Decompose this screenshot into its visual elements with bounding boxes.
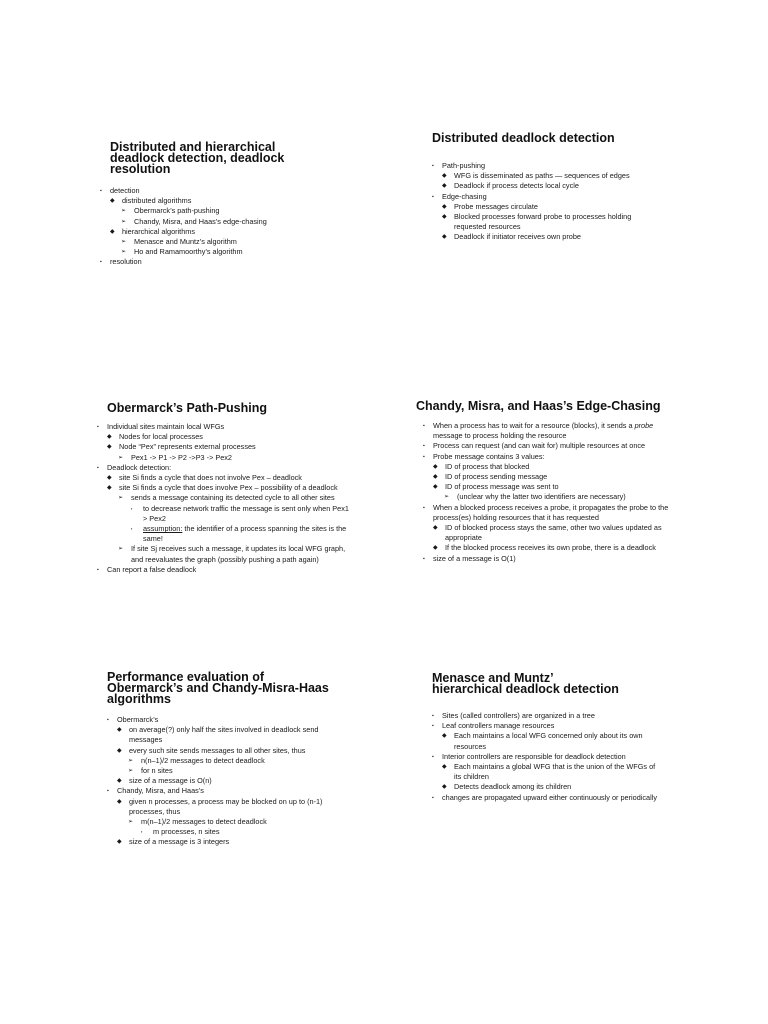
- bullet-icon: ◆: [442, 764, 447, 771]
- item-text: size of a message is O(1): [433, 553, 516, 563]
- bullet-icon: ➢: [444, 494, 450, 501]
- list-item: [100, 247, 350, 257]
- bullet-list: [423, 421, 671, 564]
- list-item: [97, 463, 353, 473]
- bullet-icon: ▪: [432, 753, 434, 760]
- item-text: ID of blocked process stays the same, other two values updated as appropriate: [445, 523, 662, 543]
- item-text: Menasce and Muntz’s algorithm: [134, 237, 237, 247]
- item-text: to decrease network traffic the message is sent only when Pex1 > Pex2: [143, 503, 349, 523]
- list-item: [100, 206, 350, 216]
- bullet-icon: ◆: [117, 778, 122, 785]
- bullet-icon: ◆: [433, 484, 438, 491]
- slide-4: [416, 401, 678, 564]
- bullet-list: [107, 715, 335, 848]
- list-item: [432, 232, 652, 242]
- bullet-icon: ➢: [128, 757, 134, 764]
- item-text: Chandy, Misra, and Haas’s edge-chasing: [134, 216, 267, 226]
- bullet-icon: ◆: [107, 444, 112, 451]
- list-item: [107, 786, 335, 796]
- bullet-icon: ▪: [131, 505, 133, 511]
- list-item: [97, 453, 353, 463]
- bullet-icon: ◆: [442, 183, 447, 190]
- list-item: [107, 797, 335, 817]
- bullet-icon: ◆: [433, 545, 438, 552]
- bullet-icon: ◆: [117, 798, 122, 805]
- bullet-icon: ◆: [110, 228, 115, 235]
- list-item: [423, 492, 671, 502]
- list-item: [432, 212, 652, 232]
- list-item: [97, 422, 353, 432]
- list-item: [432, 171, 652, 181]
- list-item: [432, 192, 652, 202]
- bullet-icon: ▪: [107, 717, 109, 723]
- list-item: [97, 473, 353, 483]
- slide-title: Chandy, Misra, and Haas’s Edge-Chasing: [416, 399, 661, 413]
- bullet-icon: ◆: [107, 434, 112, 441]
- item-text: ID of process that blocked: [445, 461, 530, 471]
- item-text: site Si finds a cycle that does involve Pex – possibility of a deadlock: [119, 483, 338, 493]
- list-item: [97, 504, 353, 524]
- list-item: [107, 715, 335, 725]
- item-text: If the blocked process receives its own probe, there is a deadlock: [445, 543, 656, 553]
- item-text: Leaf controllers manage resources: [442, 721, 555, 731]
- item-text: every such site sends messages to all other sites, thus: [129, 745, 306, 755]
- slide-3: [97, 403, 357, 575]
- bullet-icon: ◆: [433, 474, 438, 481]
- bullet-icon: ◆: [433, 525, 438, 532]
- item-text: Can report a false deadlock: [107, 564, 197, 574]
- list-item: [97, 565, 353, 575]
- item-text: Each maintains a local WFG concerned only about its own resources: [454, 731, 643, 751]
- item-text: Probe message contains 3 values:: [433, 451, 545, 461]
- item-text: the identifier of a process spanning the sites is the same!: [143, 524, 347, 544]
- list-item: [100, 196, 350, 206]
- list-item: [423, 441, 671, 451]
- bullet-icon: ▪: [432, 163, 434, 169]
- item-text: Node “Pex” represents external processes: [119, 442, 256, 452]
- item-text: n(n–1)/2 messages to detect deadlock: [141, 755, 265, 765]
- bullet-icon: ➢: [118, 495, 124, 502]
- list-item: [100, 217, 350, 227]
- bullet-icon: ▪: [423, 555, 425, 562]
- list-item: [107, 725, 335, 745]
- item-text: changes are propagated upward either continuously or periodically: [442, 792, 657, 802]
- item-text: hierarchical algorithms: [122, 226, 195, 236]
- slide-title: Distributed and hierarchical deadlock detection, deadlock resolution: [110, 140, 285, 176]
- bullet-icon: ◆: [442, 234, 447, 241]
- bullet-icon: ▪: [423, 453, 425, 460]
- list-item: [97, 493, 353, 503]
- bullet-icon: ➢: [121, 249, 127, 256]
- item-text: Blocked processes forward probe to processes holding requested resources: [454, 212, 632, 232]
- list-item: [423, 554, 671, 564]
- slide-title: Menasce and Muntz’ hierarchical deadlock detection: [432, 671, 619, 696]
- item-text: Sites (called controllers) are organized in a tree: [442, 711, 595, 720]
- slide-2: [432, 133, 672, 243]
- item-text: m(n–1)/2 messages to detect deadlock: [141, 817, 267, 827]
- bullet-icon: ➢: [121, 239, 127, 246]
- bullet-icon: ◆: [442, 733, 447, 740]
- bullet-icon: ▪: [432, 723, 434, 730]
- item-text: on average(?) only half the sites involved in deadlock send messages: [129, 725, 319, 745]
- item-text: Obermarck’s: [117, 715, 159, 724]
- bullet-icon: ◆: [117, 839, 122, 846]
- list-item: [432, 181, 652, 191]
- list-item: [423, 482, 671, 492]
- item-text: message to process holding the resource: [433, 431, 567, 441]
- item-text: Ho and Ramamoorthy’s algorithm: [134, 247, 243, 257]
- item-text: detection: [110, 186, 140, 195]
- bullet-icon: ▪: [97, 464, 99, 471]
- list-item: [432, 752, 660, 762]
- bullet-icon: ➢: [128, 768, 134, 775]
- item-text: Edge-chasing: [442, 191, 487, 201]
- list-item: [423, 503, 671, 523]
- bullet-icon: ▪: [423, 504, 425, 511]
- list-item: [432, 202, 652, 212]
- bullet-icon: ➢: [128, 819, 134, 826]
- bullet-icon: ◆: [433, 463, 438, 470]
- list-item: [107, 766, 335, 776]
- bullet-icon: ▪: [131, 526, 133, 532]
- list-item: [423, 472, 671, 482]
- item-text: When a blocked process receives a probe, it propagates the probe to the process(es) holding resources that it has requested: [433, 502, 669, 522]
- bullet-icon: ◆: [117, 747, 122, 754]
- bullet-icon: ➢: [118, 454, 124, 461]
- list-item: [107, 837, 335, 847]
- list-item: [100, 257, 350, 267]
- list-item: [423, 421, 671, 441]
- bullet-icon: ▪: [100, 259, 102, 266]
- item-text: ID of process sending message: [445, 472, 548, 482]
- bullet-icon: ▪: [100, 188, 102, 194]
- item-text: If site Sj receives such a message, it updates its local WFG graph, and reevaluates the graph (possibly pushing a path again): [131, 544, 346, 564]
- slide-5: [97, 672, 347, 848]
- item-text: Individual sites maintain local WFGs: [107, 422, 225, 431]
- item-text: Deadlock if initiator receives own probe: [454, 232, 581, 242]
- bullet-icon: ◆: [117, 727, 122, 734]
- item-text: Detects deadlock among its children: [454, 782, 572, 792]
- bullet-list: [432, 161, 652, 243]
- bullet-icon: ➢: [118, 546, 124, 553]
- bullet-icon: ◆: [107, 475, 112, 482]
- bullet-list: [432, 711, 660, 803]
- item-underline: assumption:: [143, 524, 183, 534]
- list-item: [100, 186, 350, 196]
- list-item: [107, 817, 335, 827]
- item-text: (unclear why the latter two identifiers are necessary): [457, 492, 626, 502]
- list-item: [97, 442, 353, 452]
- bullet-icon: ◆: [442, 214, 447, 221]
- bullet-icon: ◆: [442, 173, 447, 180]
- list-item: [432, 721, 660, 731]
- item-text: Obermarck’s path-pushing: [134, 206, 220, 216]
- list-item: [107, 756, 335, 766]
- bullet-icon: ▪: [97, 424, 99, 430]
- list-item: [97, 432, 353, 442]
- list-item: [432, 793, 660, 803]
- item-text: ID of process message was sent to: [445, 482, 559, 492]
- bullet-icon: ➢: [121, 218, 127, 225]
- item-text: given n processes, a process may be blocked on up to (n-1) processes, thus: [129, 796, 323, 816]
- bullet-icon: ▪: [432, 193, 434, 200]
- item-text: Deadlock if process detects local cycle: [454, 181, 579, 191]
- list-item: [97, 524, 353, 544]
- slide-title: Obermarck’s Path-Pushing: [107, 401, 267, 415]
- item-text: distributed algorithms: [122, 196, 192, 206]
- bullet-list: [97, 422, 353, 575]
- list-item: [423, 523, 671, 543]
- item-text: Deadlock detection:: [107, 462, 172, 472]
- item-text: Probe messages circulate: [454, 201, 538, 211]
- list-item: [100, 237, 350, 247]
- list-item: [97, 544, 353, 564]
- slide-1: [100, 142, 350, 268]
- item-text: Interior controllers are responsible for deadlock detection: [442, 751, 626, 761]
- bullet-icon: ➢: [121, 208, 127, 215]
- list-item: [432, 711, 660, 721]
- bullet-icon: ◆: [110, 198, 115, 205]
- bullet-icon: ▪: [97, 566, 99, 573]
- item-text: When a process has to wait for a resource (blocks), it sends a: [433, 421, 635, 430]
- item-text: size of a message is O(n): [129, 776, 212, 786]
- bullet-icon: ◆: [107, 485, 112, 492]
- item-text: Pex1 -> P1 -> P2 ->P3 -> Pex2: [131, 452, 232, 462]
- list-item: [107, 776, 335, 786]
- item-text: Path-pushing: [442, 161, 486, 170]
- item-text: size of a message is 3 integers: [129, 837, 230, 847]
- list-item: [423, 543, 671, 553]
- item-text: Each maintains a global WFG that is the union of the WFGs of its children: [454, 762, 656, 782]
- slide-6: [432, 673, 672, 803]
- item-text: m processes, n sites: [153, 827, 220, 837]
- list-item: [100, 227, 350, 237]
- bullet-icon: ▪: [423, 443, 425, 450]
- bullet-icon: ◆: [442, 203, 447, 210]
- item-text: site Si finds a cycle that does not involve Pex – deadlock: [119, 473, 302, 483]
- list-item: [432, 731, 660, 751]
- bullet-list: [100, 186, 350, 268]
- list-item: [432, 762, 660, 782]
- slide-title: Distributed deadlock detection: [432, 131, 615, 145]
- list-item: [432, 782, 660, 792]
- bullet-icon: ▪: [432, 794, 434, 801]
- slide-title: Performance evaluation of Obermarck’s and Chandy-Misra-Haas algorithms: [107, 670, 329, 706]
- bullet-icon: ▪: [141, 829, 143, 835]
- item-text: WFG is disseminated as paths — sequences of edges: [454, 171, 630, 181]
- item-text: sends a message containing its detected cycle to all other sites: [131, 493, 335, 503]
- bullet-icon: ▪: [423, 423, 425, 429]
- list-item: [432, 161, 652, 171]
- item-text: Chandy, Misra, and Haas’s: [117, 786, 204, 796]
- list-item: [423, 462, 671, 472]
- bullet-icon: ▪: [107, 788, 109, 795]
- item-text: Process can request (and can wait for) multiple resources at once: [433, 441, 646, 451]
- item-text: resolution: [110, 257, 142, 267]
- list-item: [107, 827, 335, 837]
- item-text: Nodes for local processes: [119, 432, 203, 442]
- bullet-icon: ▪: [432, 713, 434, 719]
- list-item: [423, 452, 671, 462]
- item-text: for n sites: [141, 766, 173, 776]
- list-item: [107, 746, 335, 756]
- bullet-icon: ◆: [442, 784, 447, 791]
- list-item: [97, 483, 353, 493]
- item-emphasis: probe: [634, 421, 654, 430]
